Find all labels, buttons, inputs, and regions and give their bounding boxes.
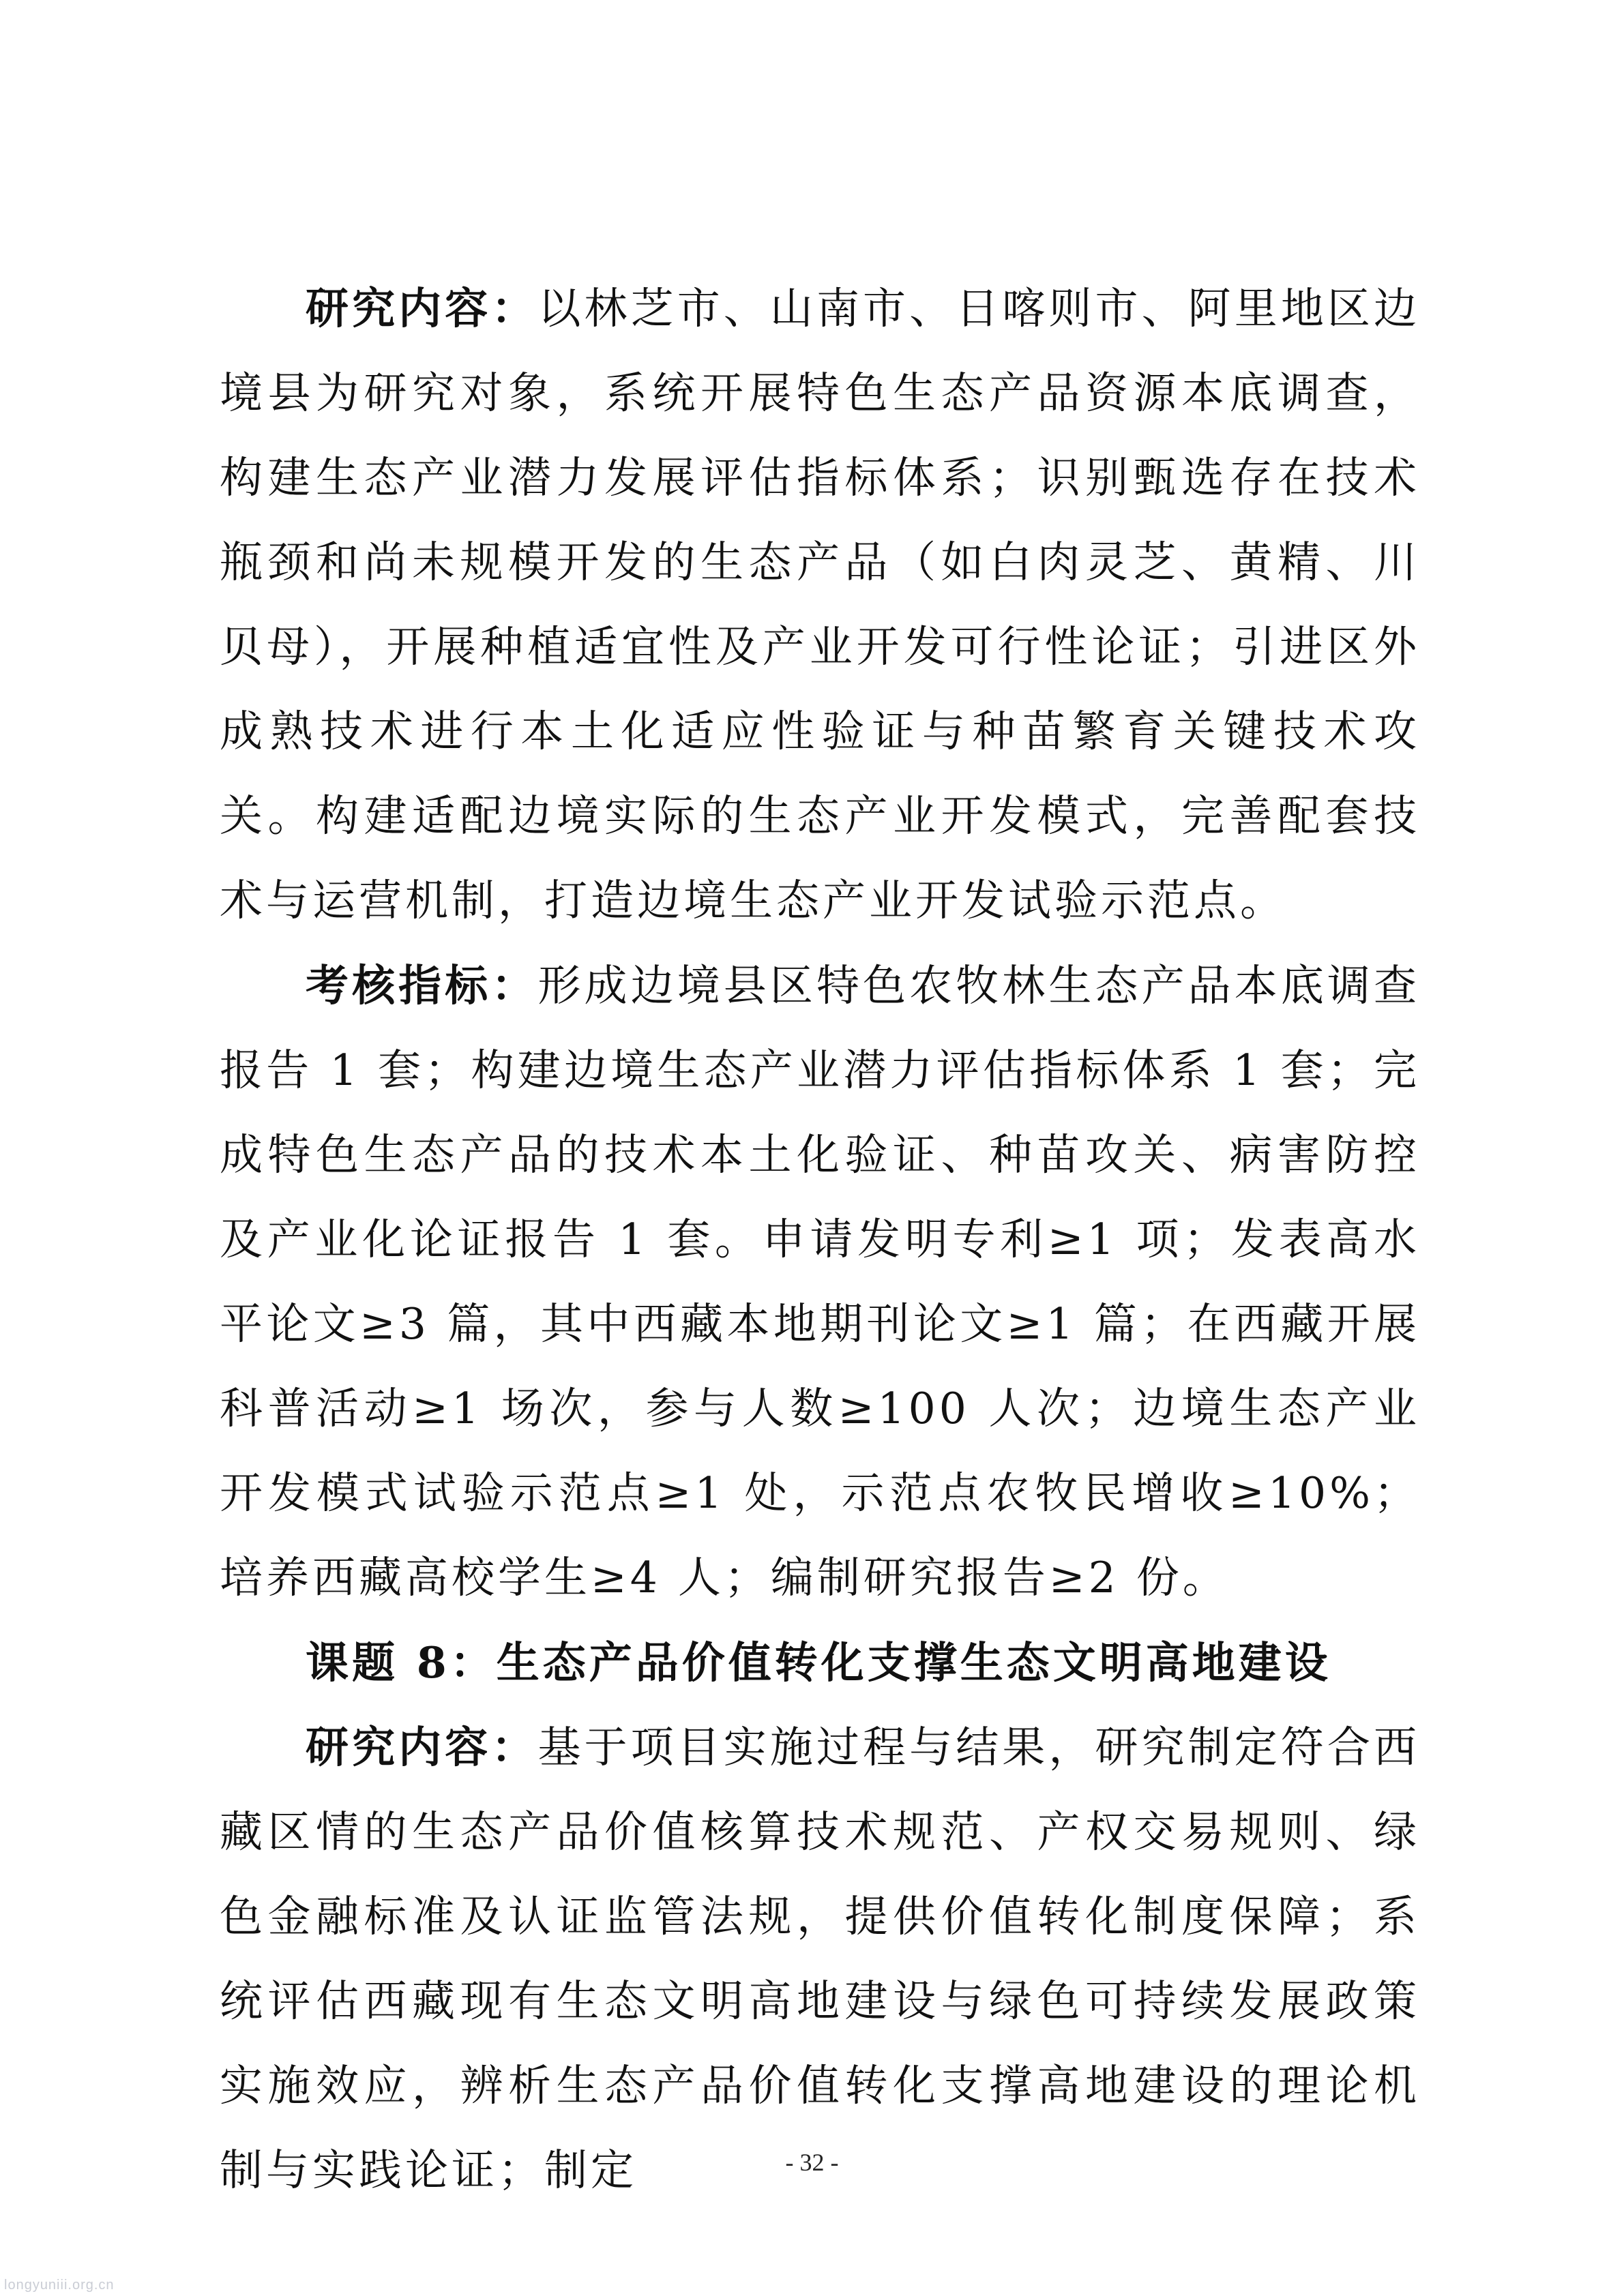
paragraph-label: 研究内容： xyxy=(306,1722,538,1772)
research-content-paragraph-1 xyxy=(220,266,1420,943)
paragraph-text: 形成边境县区特色农牧林生态产品本底调查报告 1 套；构建边境生态产业潜力评估指标体系 1 套；完成特色生态产品的技术本土化验证、种苗攻关、病害防控及产业化论证报告 1 套。申请发明专利≥1 项；发表高水平论文≥3 篇，其中西藏本地期刊论文≥1 篇；在西藏开展科普活动≥1 场次，参与人数≥100 人次；边境生态产业开发模式试验示范点≥1 处，示范点农牧民增收≥10%；培养西藏高校学生≥4 人；编制研究报告≥2 份。 xyxy=(220,961,1421,1602)
paragraph-text: 基于项目实施过程与结果，研究制定符合西藏区情的生态产品价值核算技术规范、产权交易规则、绿色金融标准及认证监管法规，提供价值转化制度保障；系统评估西藏现有生态文明高地建设与绿色可持续发展政策实施效应，辨析生态产品价值转化支撑高地建设的理论机制与实践论证；制定 xyxy=(220,1723,1421,2195)
document-body xyxy=(220,266,1420,2213)
section-heading-topic-8: 课题 8：生态产品价值转化支撑生态文明高地建设 xyxy=(306,1637,1331,1688)
assessment-indicators-paragraph xyxy=(220,943,1420,1620)
research-content-paragraph-2 xyxy=(220,1705,1420,2213)
page-number: - 32 - xyxy=(785,2149,839,2176)
paragraph-label: 研究内容： xyxy=(306,283,538,333)
paragraph-text: 以林芝市、山南市、日喀则市、阿里地区边境县为研究对象，系统开展特色生态产品资源本底调查，构建生态产业潜力发展评估指标体系；识别甄选存在技术瓶颈和尚未规模开发的生态产品（如白肉灵芝、黄精、川贝母），开展种植适宜性及产业开发可行性论证；引进区外成熟技术进行本土化适应性验证与种苗繁育关键技术攻关。构建适配边境实际的生态产业开发模式，完善配套技术与运营机制，打造边境生态产业开发试验示范点。 xyxy=(220,284,1421,925)
watermark: longyuniii.org.cn xyxy=(4,2278,115,2293)
paragraph-label: 考核指标： xyxy=(306,960,538,1011)
